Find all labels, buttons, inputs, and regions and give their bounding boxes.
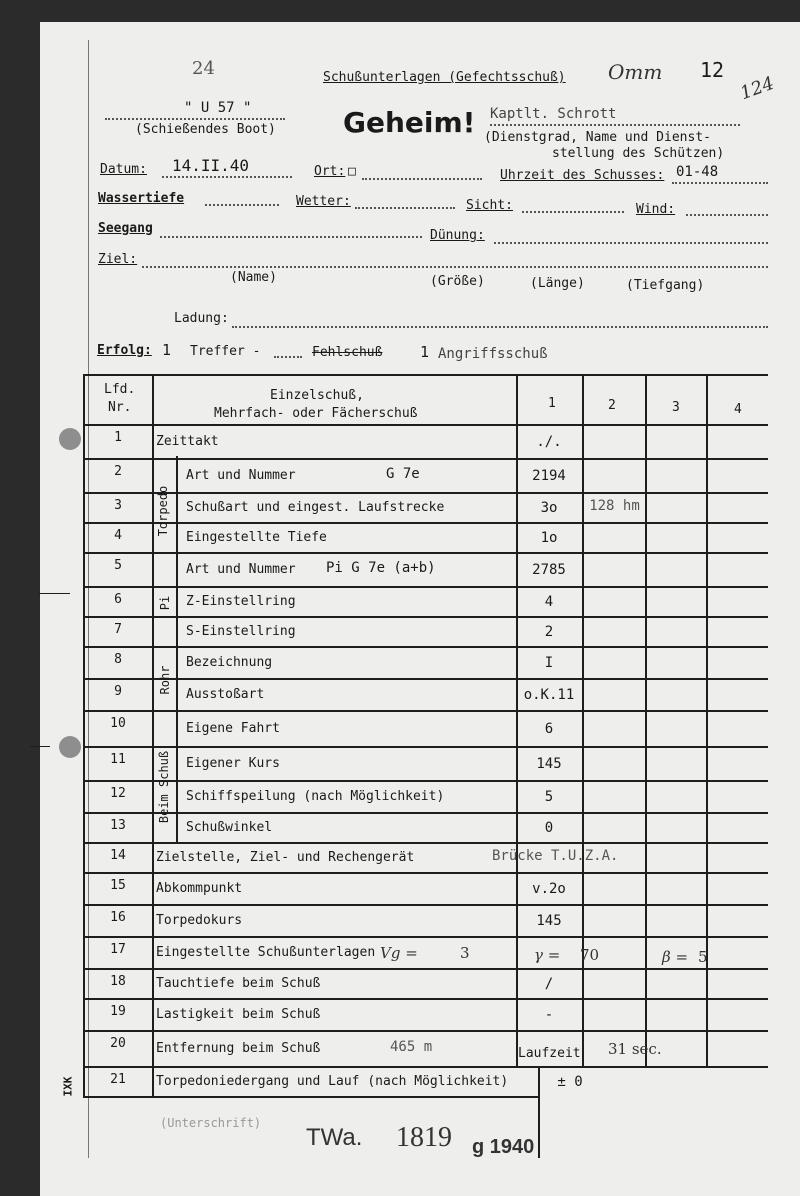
punch-hole <box>59 428 81 450</box>
row-label: Z-Einstellring <box>186 594 296 609</box>
row-number: 18 <box>110 974 126 989</box>
seegang-label: Seegang <box>98 221 153 236</box>
row-number: 15 <box>110 878 126 893</box>
row-number: 21 <box>110 1072 126 1087</box>
row-divider <box>83 1030 768 1032</box>
row-label: Lastigkeit beim Schuß <box>156 1007 321 1022</box>
beta-value: 5 <box>698 948 708 966</box>
row-label: Torpedokurs <box>156 913 243 928</box>
row-extra: 465 m <box>390 1039 433 1055</box>
uhrzeit-value: 01-48 <box>676 164 719 180</box>
row-divider <box>83 872 768 874</box>
laufzeit-label: Laufzeit <box>518 1046 581 1061</box>
row-divider <box>83 616 768 618</box>
wassertiefe-label: Wassertiefe <box>98 191 185 206</box>
beta-label: β = <box>662 948 689 966</box>
row-label: Art und Nummer <box>186 562 296 577</box>
angriff-count: 1 <box>420 343 430 361</box>
value-col-1: 5 <box>544 789 554 805</box>
handwritten-corner-mark: 124 <box>737 72 777 105</box>
column-header-3: 3 <box>672 400 680 415</box>
row-number: 1 <box>114 430 122 445</box>
form-title: Schußunterlagen (Gefechtsschuß) <box>323 70 566 85</box>
row-number: 8 <box>114 652 122 667</box>
row-divider <box>83 522 768 524</box>
boat-caption: (Schießendes Boot) <box>135 122 276 137</box>
row-divider <box>83 746 768 748</box>
datum-label: Datum: <box>100 162 147 177</box>
boat-value: " U 57 " <box>184 100 252 116</box>
value-col-1: ± 0 <box>557 1074 583 1090</box>
table-top-border <box>83 374 768 376</box>
row-extra: G 7e <box>386 466 420 482</box>
wetter-label: Wetter: <box>296 194 351 209</box>
row-number: 20 <box>110 1036 126 1051</box>
name-caption: (Name) <box>230 270 277 285</box>
wind-label: Wind: <box>636 202 676 217</box>
value-col-1: o.K.11 <box>523 687 575 703</box>
treffer-count: 1 <box>162 341 172 359</box>
sicht-label: Sicht: <box>466 198 513 213</box>
value-col-1: 0 <box>544 820 554 836</box>
stamp-number: 24 <box>192 58 215 79</box>
row-label: Zielstelle, Ziel- und Rechengerät <box>156 850 415 865</box>
fehlschuss-label: Fehlschuß <box>312 345 383 360</box>
row-number: 6 <box>114 592 122 607</box>
column-header-2: 2 <box>608 398 616 413</box>
row-number: 7 <box>114 622 122 637</box>
value-col-1: - <box>544 1007 554 1023</box>
value-col-1: 1o <box>540 530 558 546</box>
row-number: 10 <box>110 716 126 731</box>
side-mark: IXK <box>61 1076 75 1097</box>
archive-number: 1819 <box>396 1122 452 1153</box>
laenge-caption: (Länge) <box>530 276 585 291</box>
uhrzeit-label: Uhrzeit des Schusses: <box>500 168 665 183</box>
ort-label: Ort: <box>314 164 346 179</box>
value-col-1: I <box>544 655 554 671</box>
row-divider <box>83 458 768 460</box>
row-divider <box>83 646 768 648</box>
value-col-1: v.2o <box>532 881 566 897</box>
angriff-label: Angriffsschuß <box>438 346 548 362</box>
row-number: 2 <box>114 464 122 479</box>
row-label: Tauchtiefe beim Schuß <box>156 976 321 991</box>
row-number: 16 <box>110 910 126 925</box>
header-desc-2: Mehrfach- oder Fächerschuß <box>214 406 418 421</box>
row-number: 3 <box>114 498 122 513</box>
vg-label: Vg = <box>380 944 418 962</box>
laufzeit-value: 31 sec. <box>608 1040 662 1058</box>
row-number: 4 <box>114 528 122 543</box>
row-label: Abkommpunkt <box>156 881 243 896</box>
archive-prefix: TWa. <box>306 1124 363 1151</box>
vg-value: 3 <box>460 944 470 962</box>
header-desc-1: Einzelschuß, <box>270 388 364 403</box>
header-nr-1: Lfd. <box>104 382 136 397</box>
value-col-1: 2 <box>544 624 554 640</box>
ort-value: □ <box>348 164 356 179</box>
fold-mark <box>30 746 50 747</box>
row-number: 9 <box>114 684 122 699</box>
ziel-label: Ziel: <box>98 252 138 267</box>
row-label: Eigene Fahrt <box>186 721 280 736</box>
row-extra: Pi G 7e (a+b) <box>326 560 436 576</box>
row-divider <box>83 968 768 970</box>
datum-value: 14.II.40 <box>172 156 250 175</box>
shooter-caption-1: (Dienstgrad, Name und Dienst- <box>484 130 711 145</box>
row-number: 19 <box>110 1004 126 1019</box>
value-col-1: 2194 <box>532 468 566 484</box>
ladung-label: Ladung: <box>174 311 229 326</box>
row-label: Entfernung beim Schuß <box>156 1041 321 1056</box>
row-label: Eingestellte Schußunterlagen <box>156 945 376 960</box>
row-number: 13 <box>110 818 126 833</box>
group-rohr: Rohr <box>158 665 172 695</box>
value-col-1: / <box>544 976 554 992</box>
row-divider <box>83 1066 768 1068</box>
value-col-1: 6 <box>544 721 554 737</box>
column-header-4: 4 <box>734 402 742 417</box>
row-label: Schußart und eingest. Laufstrecke <box>186 500 445 515</box>
value-col-1: 4 <box>544 594 554 610</box>
row-label: Zeittakt <box>156 434 219 449</box>
row-divider <box>83 780 768 782</box>
row-divider <box>83 492 768 494</box>
table-bottom-border <box>83 1096 540 1098</box>
column-header-1: 1 <box>548 396 556 411</box>
secret-heading: Geheim! <box>343 106 476 139</box>
row-label: S-Einstellring <box>186 624 296 639</box>
shooter-value: Kaptlt. Schrott <box>490 106 617 122</box>
row-label: Ausstoßart <box>186 687 265 702</box>
row-label: Eigener Kurs <box>186 756 280 771</box>
page-number: 12 <box>700 58 725 82</box>
signature-caption: (Unterschrift) <box>160 1116 262 1130</box>
row-divider <box>83 904 768 906</box>
row-divider <box>83 678 768 680</box>
row-number: 17 <box>110 942 126 957</box>
treffer-label: Treffer - <box>190 344 261 359</box>
row-number: 5 <box>114 558 122 573</box>
row-divider <box>83 710 768 712</box>
fold-mark <box>38 593 70 594</box>
row-label: Schiffspeilung (nach Möglichkeit) <box>186 789 445 804</box>
gamma-value: 70 <box>580 946 600 964</box>
erfolg-label: Erfolg: <box>97 343 152 358</box>
tiefgang-caption: (Tiefgang) <box>626 278 705 293</box>
header-nr-2: Nr. <box>108 400 132 415</box>
value-col-1: 2785 <box>532 562 566 578</box>
row-number: 12 <box>110 786 126 801</box>
archive-suffix: g 1940 <box>472 1136 535 1158</box>
value-col-1: ./. <box>536 434 562 450</box>
value-col-1: 145 <box>536 913 562 929</box>
row-divider <box>83 424 768 426</box>
row-divider <box>83 936 768 938</box>
handwritten-initials: Omm <box>608 60 663 84</box>
row-label: Schußwinkel <box>186 820 273 835</box>
row-label: Art und Nummer <box>186 468 296 483</box>
group-beim-schuss: Beim Schuß <box>157 750 171 824</box>
row-divider <box>83 812 768 814</box>
row-divider <box>83 552 768 554</box>
row-number: 14 <box>110 848 126 863</box>
row-divider <box>83 586 768 588</box>
group-torpedo: Torpedo <box>156 485 170 537</box>
row-label: Torpedoniedergang und Lauf (nach Möglichkeit) <box>156 1074 509 1089</box>
row-divider <box>83 998 768 1000</box>
gamma-label: γ = <box>534 946 561 964</box>
shooter-caption-2: stellung des Schützen) <box>552 146 725 161</box>
punch-hole <box>59 736 81 758</box>
value-col-1: 3o <box>540 500 558 516</box>
value-col-2: 128 hm <box>589 498 640 514</box>
group-pi: Pi <box>158 595 172 611</box>
row-label: Eingestellte Tiefe <box>186 530 327 545</box>
row-divider <box>83 842 768 844</box>
row-extra: Brücke T.U.Z.A. <box>492 848 619 864</box>
duenung-label: Dünung: <box>430 228 485 243</box>
value-col-1: 145 <box>536 756 562 772</box>
groesse-caption: (Größe) <box>430 274 485 289</box>
row-number: 11 <box>110 752 126 767</box>
row-label: Bezeichnung <box>186 655 273 670</box>
